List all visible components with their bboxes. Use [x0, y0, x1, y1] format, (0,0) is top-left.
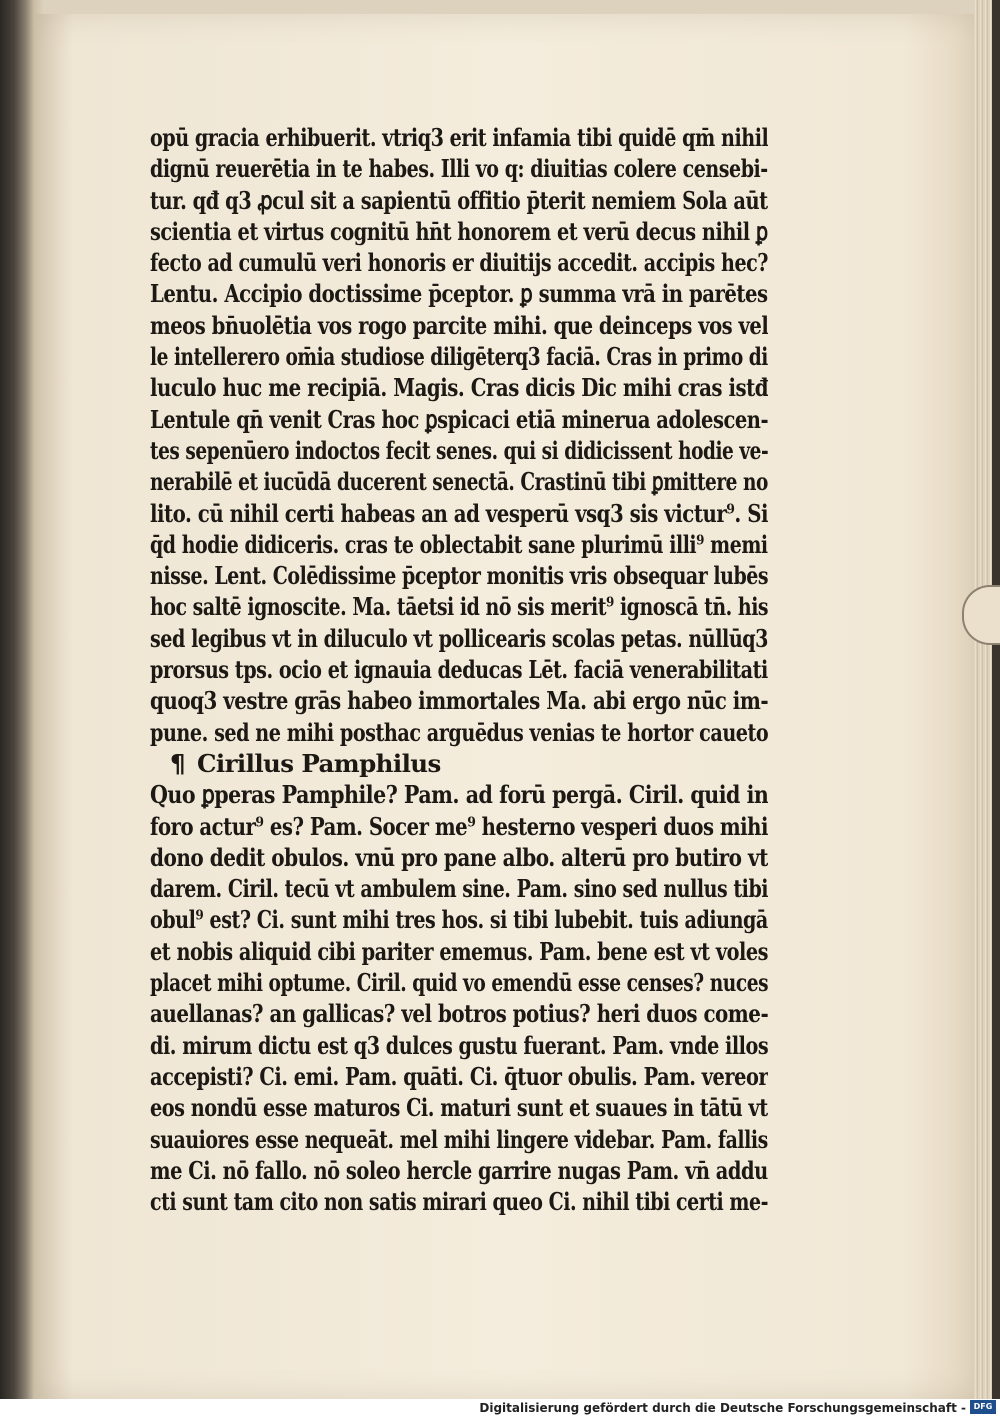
text-line: foro actur⁹ es? Pam. Socer me⁹ hesterno vesperi duos mihi — [150, 811, 768, 841]
text-line: pune. sed ne mihi posthac arguēdus venias te hortor caueto — [150, 717, 768, 747]
text-line: meos bn̄uolētia vos rogo parcite mihi. que deinceps vos vel — [150, 310, 768, 340]
text-line: sed legibus vt in diluculo vt pollicearis scolas petas. nūllūq3 — [150, 623, 768, 653]
text-line: q̄d hodie didiceris. cras te oblectabit sane plurimū illi⁹ memi — [150, 529, 768, 559]
text-line: Quo ꝑperas Pamphile? Pam. ad forū pergā. Ciril. quid in — [150, 780, 768, 810]
text-line: luculo huc me recipiā. Magis. Cras dicis Dic mihi cras istđ — [150, 373, 768, 403]
text-line: eos nondū esse maturos Ci. maturi sunt et suaues in tātū vt — [150, 1093, 768, 1123]
text-section-2 — [150, 779, 768, 1217]
text-line: et nobis aliquid cibi pariter ememus. Pam. bene est vt voles — [150, 936, 768, 966]
text-section-1 — [150, 122, 768, 748]
dfg-logo: DFG — [970, 1400, 996, 1414]
text-line: di. mirum dictu est q3 dulces gustu fuerant. Pam. vnde illos — [150, 1030, 768, 1060]
text-line: hoc saltē ignoscite. Ma. tāetsi id nō sis merit⁹ ignoscā tn̄. his — [150, 592, 768, 622]
text-line: lito. cū nihil certi habeas an ad vesperū vsq3 sis victur⁹. Si — [150, 498, 768, 528]
text-line: cti sunt tam cito non satis mirari queo Ci. nihil tibi certi me- — [150, 1187, 768, 1217]
text-line: darem. Ciril. tecū vt ambulem sine. Pam. sino sed nullus tibi — [150, 874, 768, 904]
text-line: placet mihi optume. Ciril. quid vo emendū esse censes? nuces — [150, 968, 768, 998]
text-line: suauiores esse nequeāt. mel mihi lingere videbar. Pam. fallis — [150, 1124, 768, 1154]
pilcrow-mark: ¶ — [170, 748, 185, 778]
text-line: dono dedit obulos. vnū pro pane albo. alterū pro butiro vt — [150, 842, 768, 872]
text-line: Lentu. Accipio doctissime p̄ceptor. ꝑ summa vrā in parētes — [150, 279, 768, 309]
text-line: obul⁹ est? Ci. sunt mihi tres hos. si tibi lubebit. tuis adiungā — [150, 905, 768, 935]
text-line: opū gracia erhibuerit. vtriq3 erit infamia tibi quidē qm̄ nihil — [150, 123, 768, 152]
text-line: auellanas? an gallicas? vel botros potius? heri duos come- — [150, 999, 768, 1029]
text-line: prorsus tps. ocio et ignauia deducas Lēt. faciā venerabilitati — [150, 655, 768, 685]
section-heading — [150, 748, 768, 779]
text-line: nerabilē et iucūdā ducerent senectā. Crastinū tibi ꝑmittere no — [150, 467, 768, 497]
text-line: tur. qđ q3 ꝓcul sit a sapientū offitio p̄terit nemiem Sola aūt — [150, 185, 768, 215]
page-edge-shadow — [992, 0, 1000, 1416]
text-line: me Ci. nō fallo. nō soleo hercle garrire nugas Pam. vn̄ addu — [150, 1155, 768, 1185]
text-line: le intellerero om̄ia studiose diligēterq3 faciā. Cras in primo di — [150, 342, 768, 372]
text-line: accepisti? Ci. emi. Pam. quāti. Ci. q̄tuor obulis. Pam. vereor — [150, 1061, 768, 1091]
text-line: dignū reuerētia in te habes. Illi vo q: diuitias colere censebi- — [150, 154, 768, 184]
text-line: Lentule qn̄ venit Cras hoc ꝑspicaci etiā minerua adolescen- — [150, 404, 768, 434]
text-line: tes sepenūero indoctos fecit senes. qui si didicissent hodie ve- — [150, 435, 768, 465]
text-line: scientia et virtus cognitū hn̄t honorem et verū decus nihil ꝑ — [150, 216, 768, 246]
text-line: quoq3 vestre grās habeo immortales Ma. abi ergo nūc im- — [150, 686, 768, 716]
text-line: nisse. Lent. Colēdissime p̄ceptor monitis vris obsequar lubēs — [150, 561, 768, 591]
footer-credit: Digitalisierung gefördert durch die Deutsche Forschungsgemeinschaft - — [479, 1401, 966, 1415]
text-line: fecto ad cumulū veri honoris er diuitijs accedit. accipis hec? — [150, 248, 768, 278]
heading-text: Cirillus Pamphilus — [197, 748, 441, 778]
printed-text-block — [150, 122, 768, 1217]
